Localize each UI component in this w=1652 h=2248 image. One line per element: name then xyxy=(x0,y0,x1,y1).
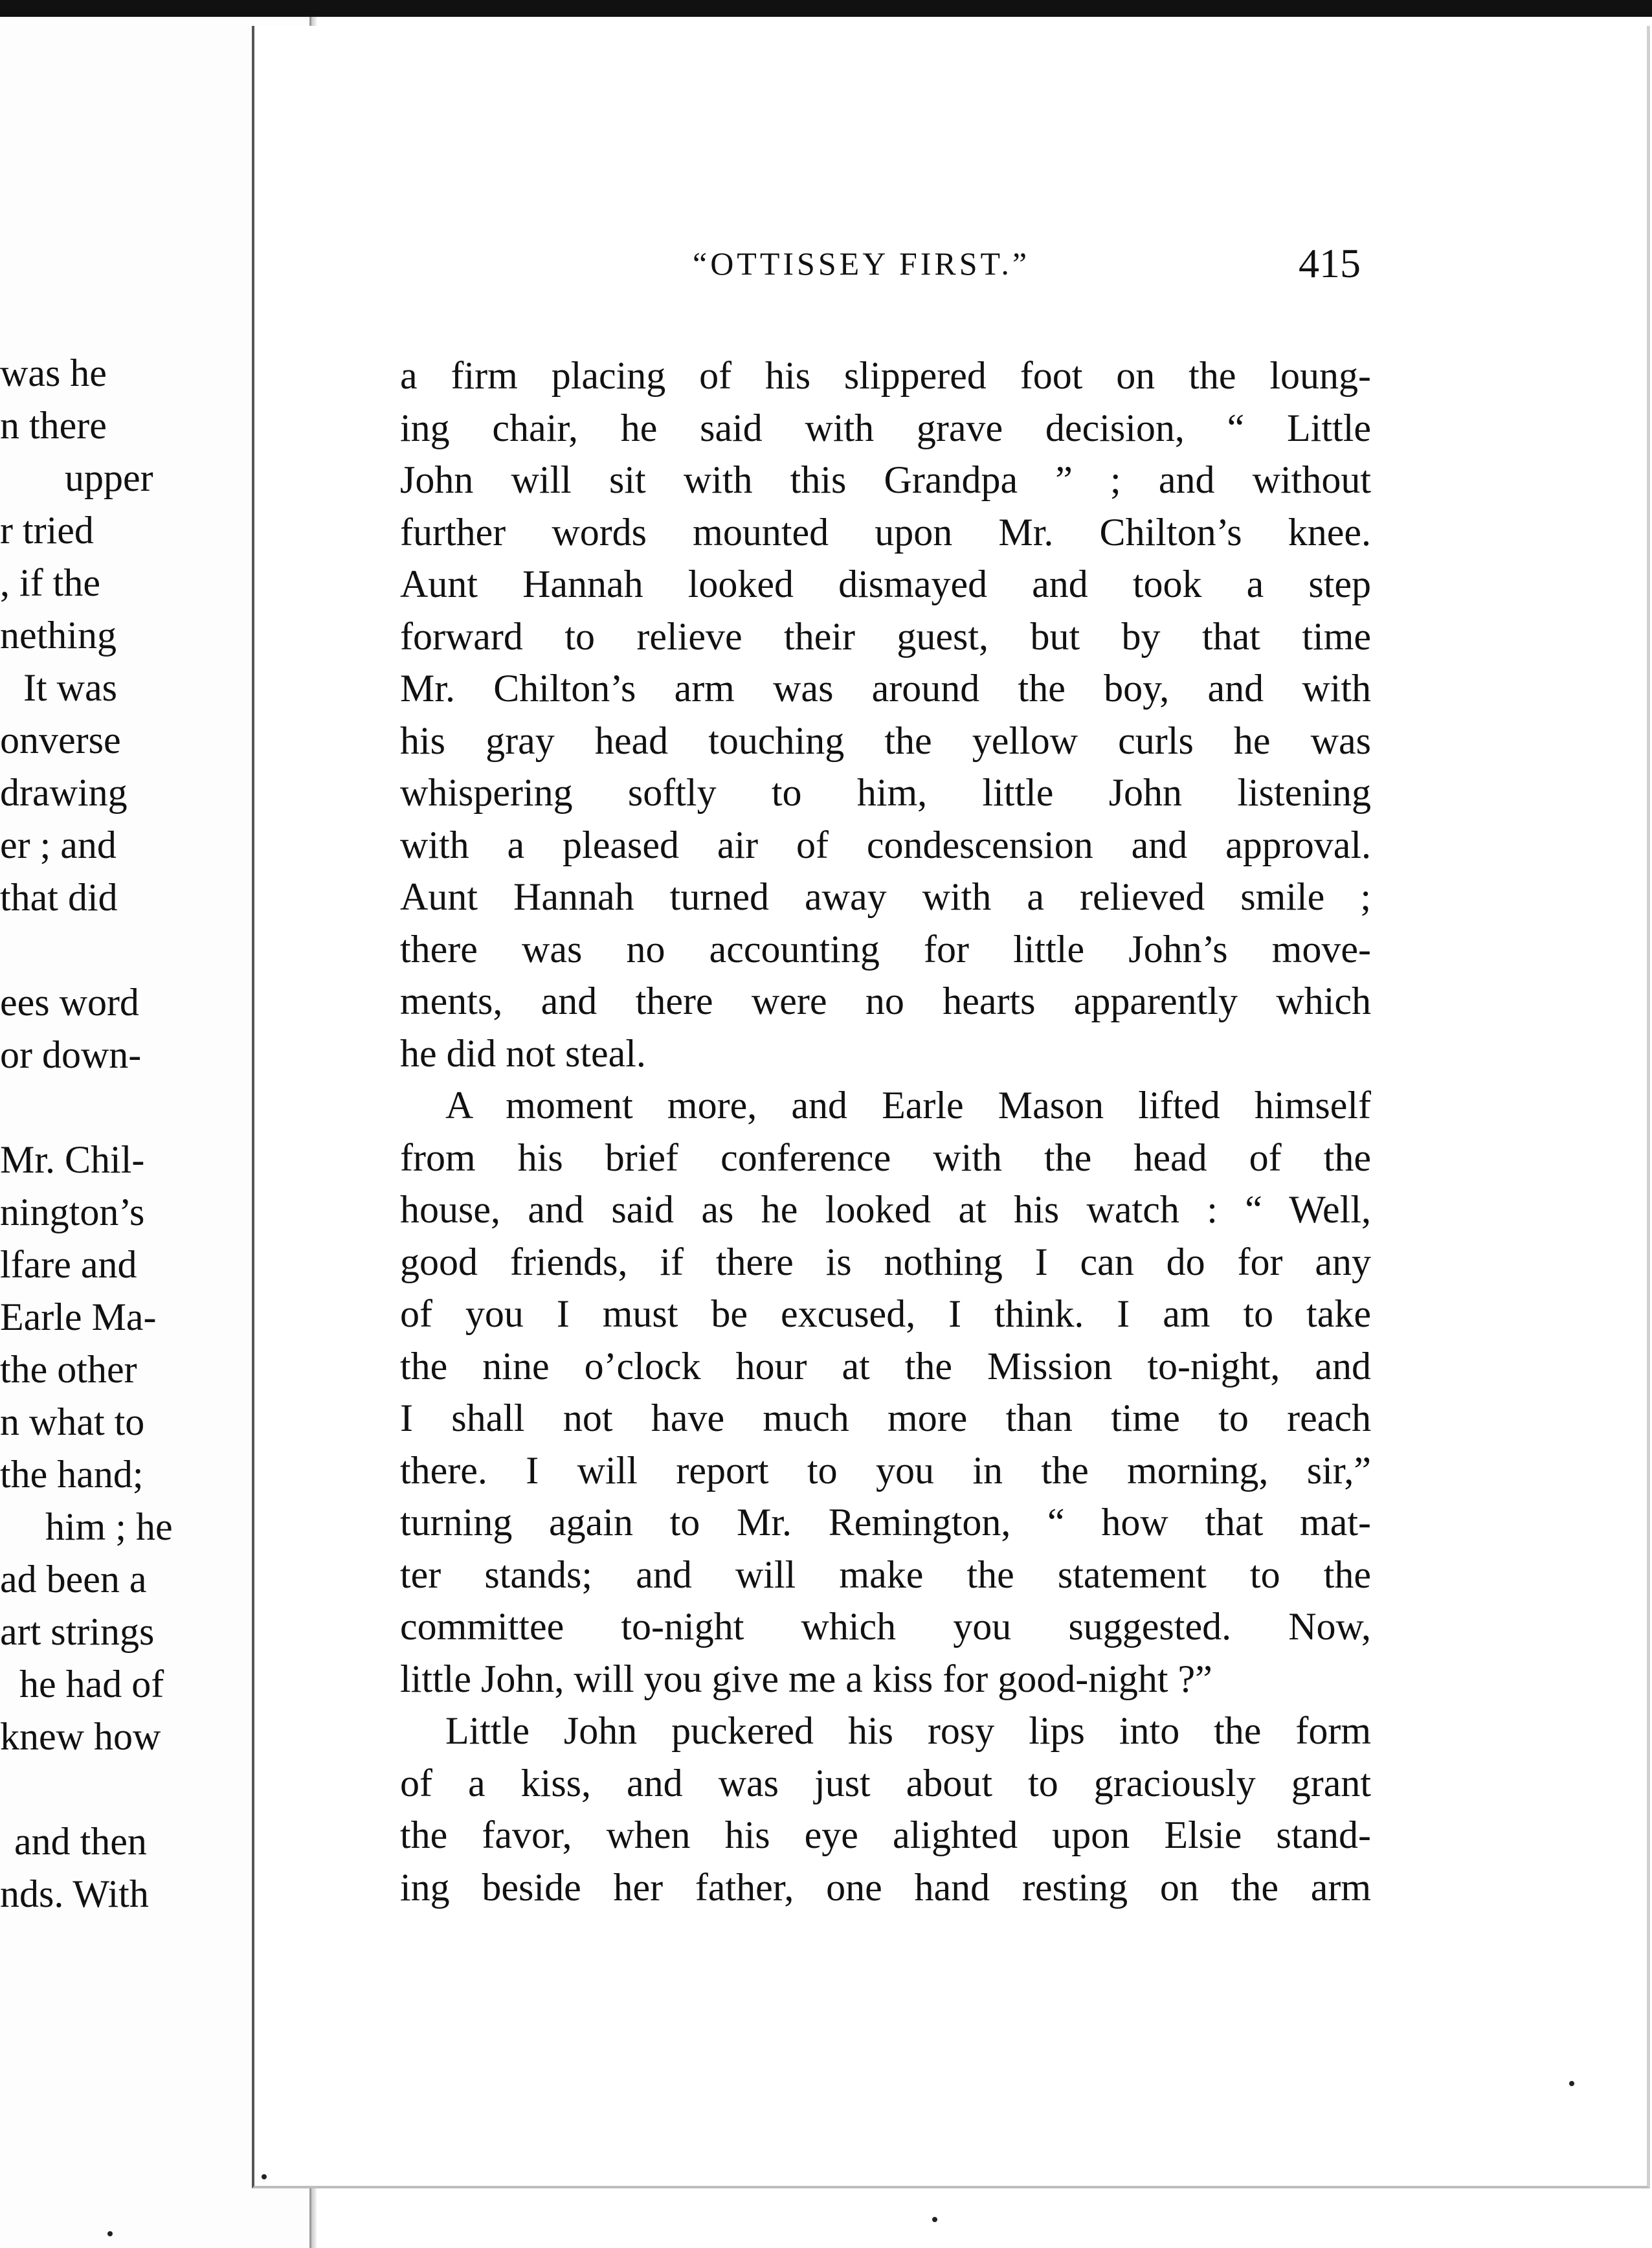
scan-speck xyxy=(1569,2081,1574,2086)
left-line: It was xyxy=(23,666,117,709)
left-line: that did xyxy=(0,876,118,919)
left-line: the hand; xyxy=(0,1453,144,1496)
text-line: further words mounted upon Mr. Chilton’s knee. xyxy=(400,510,1371,554)
text-line: his gray head touching the yellow curls he was xyxy=(400,719,1371,762)
left-line: lfare and xyxy=(0,1243,137,1286)
text-line: ing chair, he said with grave decision, “ Little xyxy=(400,406,1371,449)
text-line: of a kiss, and was just about to graciously grant xyxy=(400,1761,1371,1804)
running-title: “OTTISSEY FIRST.” xyxy=(693,245,1031,282)
text-line: ing beside her father, one hand resting on the arm xyxy=(400,1865,1371,1909)
text-line: Little John puckered his rosy lips into the form xyxy=(445,1709,1371,1752)
text-line: ments, and there were no hearts apparently which xyxy=(400,980,1371,1022)
left-line: was he xyxy=(0,352,107,394)
left-line: upper xyxy=(65,456,153,499)
left-line: n what to xyxy=(0,1400,145,1443)
left-line: ees word xyxy=(0,981,139,1024)
text-line: he did not steal. xyxy=(400,1031,646,1075)
text-line: Aunt Hannah turned away with a relieved smile ; xyxy=(400,875,1371,918)
text-line: there was no accounting for little John’s move- xyxy=(400,927,1371,971)
text-line: forward to relieve their guest, but by that time xyxy=(400,614,1371,658)
left-line: n there xyxy=(0,404,107,447)
text-line: of you I must be excused, I think. I am to take xyxy=(400,1292,1371,1335)
left-line: or down- xyxy=(0,1033,142,1076)
text-line: there. I will report to you in the morning, sir,” xyxy=(400,1448,1371,1492)
text-line: a firm placing of his slippered foot on the loung- xyxy=(400,354,1371,397)
text-line: house, and said as he looked at his watch : “ Well, xyxy=(400,1188,1371,1231)
text-line: ter stands; and will make the statement to the xyxy=(400,1553,1371,1596)
left-line: knew how xyxy=(0,1715,161,1758)
left-line: art strings xyxy=(0,1610,155,1653)
scan-speck xyxy=(932,2217,937,2222)
body-text xyxy=(400,350,1371,1913)
text-line: with a pleased air of condescension and approval. xyxy=(400,823,1371,866)
page-header xyxy=(693,240,1361,303)
text-line: Mr. Chilton’s arm was around the boy, and with xyxy=(400,667,1371,710)
text-line: John will sit with this Grandpa ” ; and without xyxy=(400,458,1371,501)
text-line: the favor, when his eye alighted upon Elsie stand- xyxy=(400,1814,1371,1856)
text-line: Aunt Hannah looked dismayed and took a step xyxy=(400,563,1371,605)
text-line: from his brief conference with the head of the xyxy=(400,1136,1371,1179)
left-line: he had of xyxy=(19,1663,164,1705)
page-number: 415 xyxy=(1299,240,1361,286)
scan-speck xyxy=(107,2231,113,2236)
text-line: committee to-night which you suggested. Now, xyxy=(400,1605,1371,1648)
text-line: turning again to Mr. Remington, “ how that mat- xyxy=(400,1501,1371,1544)
text-line: good friends, if there is nothing I can do for any xyxy=(400,1240,1371,1283)
text-line: whispering softly to him, little John listening xyxy=(400,771,1371,814)
left-line: nething xyxy=(0,614,117,657)
left-line: and then xyxy=(14,1820,147,1863)
left-line: onverse xyxy=(0,719,121,761)
left-line: Earle Ma- xyxy=(0,1296,157,1338)
left-line: the other xyxy=(0,1348,137,1391)
left-line: drawing xyxy=(0,771,128,814)
left-line: , if the xyxy=(0,561,100,604)
scan-top-edge xyxy=(0,0,1652,17)
text-line: I shall not have much more than time to reach xyxy=(400,1397,1371,1439)
left-line: nington’s xyxy=(0,1191,145,1233)
text-line: the nine o’clock hour at the Mission to-night, and xyxy=(400,1344,1371,1388)
left-line: nds. With xyxy=(0,1872,149,1915)
left-line: er ; and xyxy=(0,824,117,866)
text-line: little John, will you give me a kiss for good-night ?” xyxy=(400,1657,1212,1700)
text-line: A moment more, and Earle Mason lifted himself xyxy=(445,1084,1371,1127)
scan-speck xyxy=(262,2174,267,2179)
left-line: ad been a xyxy=(0,1558,147,1601)
left-line: him ; he xyxy=(45,1505,173,1548)
left-line: Mr. Chil- xyxy=(0,1138,145,1181)
left-line: r tried xyxy=(0,509,94,552)
